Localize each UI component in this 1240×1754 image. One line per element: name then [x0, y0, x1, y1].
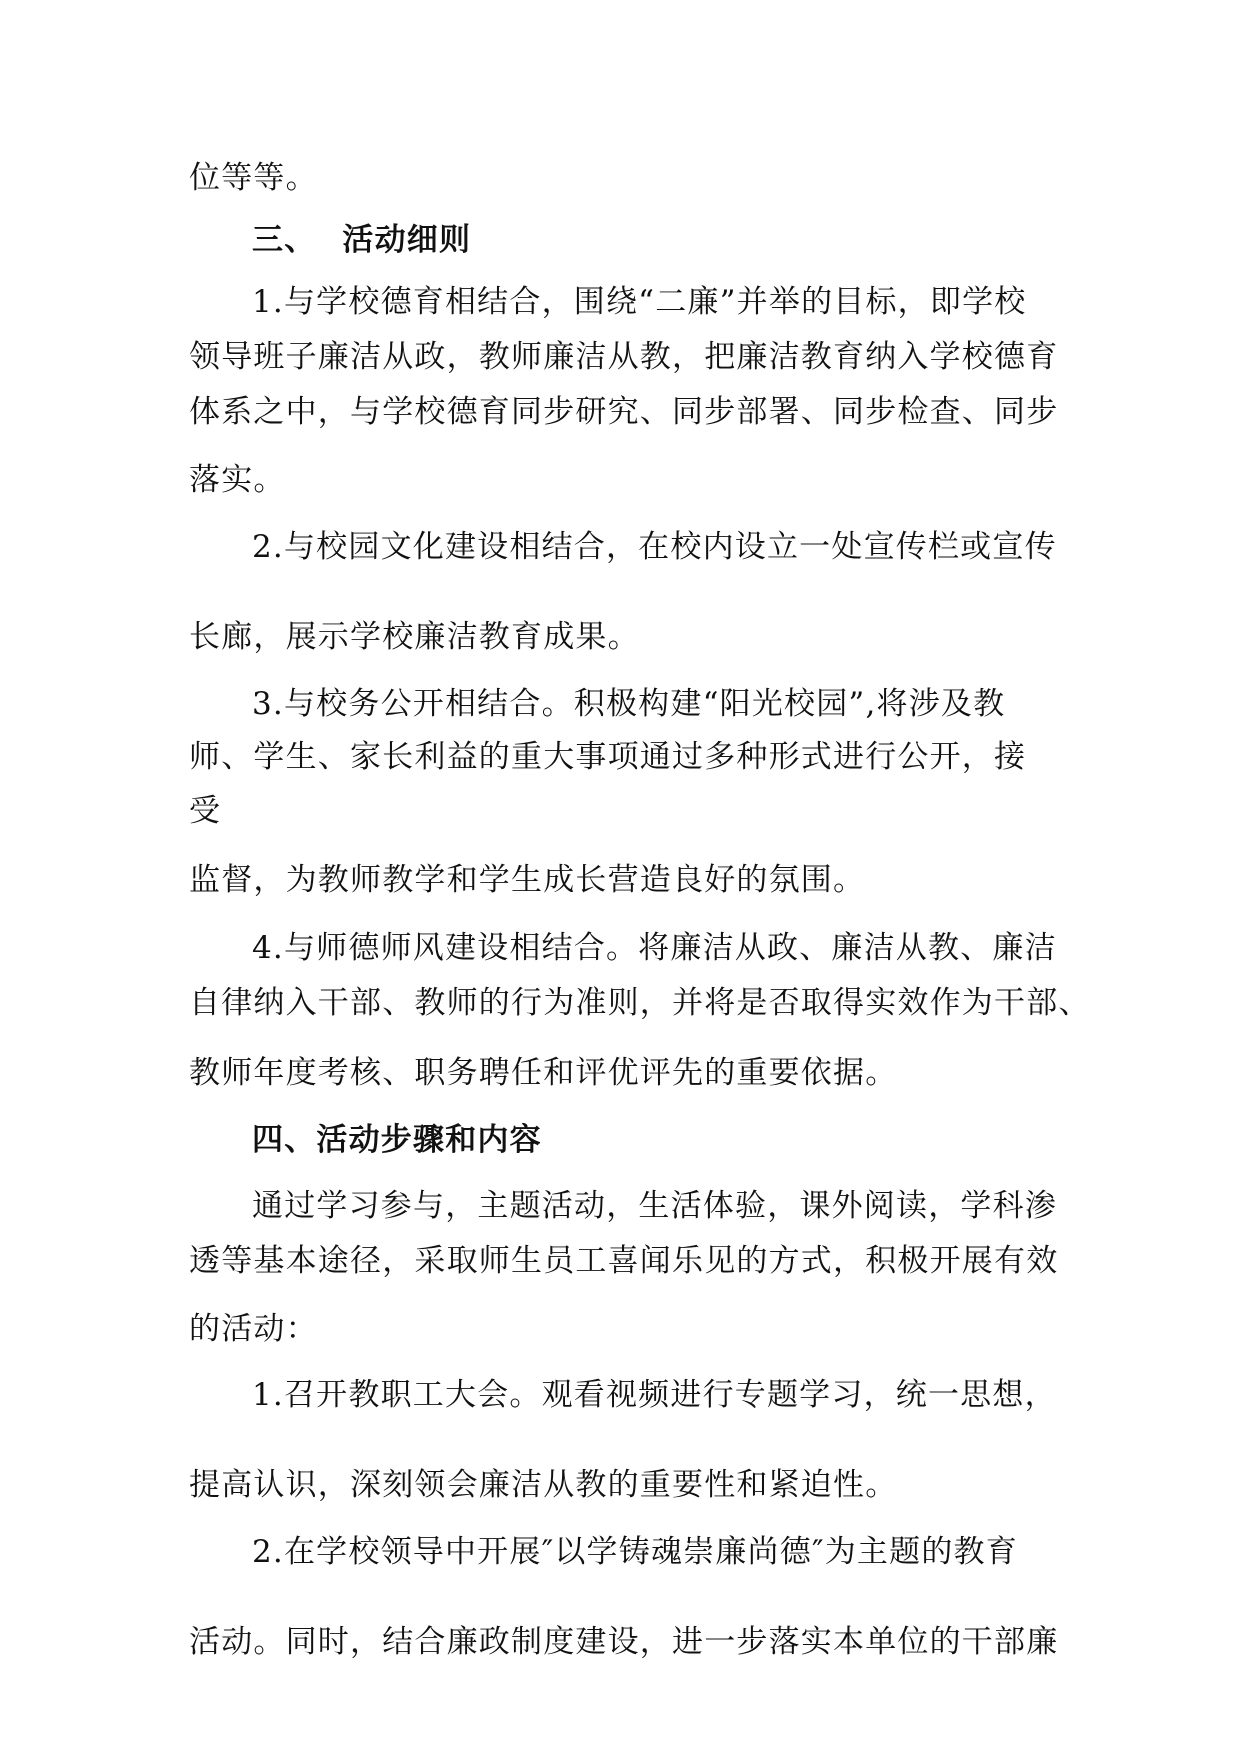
section-number: 三、	[252, 222, 317, 258]
paragraph-line: 1.召开教职工大会。观看视频进行专题学习，统一思想，	[252, 1377, 1057, 1413]
paragraph-line: 透等基本途径，采取师生员工喜闻乐见的方式，积极开展有效	[189, 1243, 1059, 1279]
paragraph-line: 通过学习参与，主题活动，生活体验，课外阅读，学科渗	[252, 1188, 1057, 1224]
paragraph-line: 1.与学校德育相结合，围绕“二廉”并举的目标，即学校	[252, 284, 1027, 320]
paragraph-line: 师、学生、家长利益的重大事项通过多种形式进行公开，接	[189, 739, 1027, 775]
paragraph-line: 受	[189, 793, 222, 829]
paragraph-line: 的活动：	[189, 1311, 318, 1347]
section-heading-4: 四、活动步骤和内容	[252, 1122, 542, 1158]
paragraph-line: 教师年度考核、职务聘任和评优评先的重要依据。	[189, 1055, 898, 1091]
paragraph-line: 3.与校务公开相结合。积极构建“阳光校园”,将涉及教	[252, 686, 1006, 722]
section-title: 活动细则	[342, 222, 472, 258]
paragraph-line: 体系之中，与学校德育同步研究、同步部署、同步检查、同步	[189, 394, 1059, 430]
paragraph-line: 位等等。	[189, 160, 318, 196]
paragraph-line: 领导班子廉洁从政，教师廉洁从教，把廉洁教育纳入学校德育	[189, 339, 1059, 375]
paragraph-line: 活动。同时，结合廉政制度建设，进一步落实本单位的干部廉	[189, 1624, 1059, 1660]
paragraph-line: 提高认识，深刻领会廉洁从教的重要性和紧迫性。	[189, 1467, 898, 1503]
paragraph-line: 2.在学校领导中开展″以学铸魂崇廉尚德″为主题的教育	[252, 1534, 1018, 1570]
paragraph-line: 自律纳入干部、教师的行为准则，并将是否取得实效作为干部、	[189, 985, 1091, 1021]
paragraph-line: 长廊，展示学校廉洁教育成果。	[189, 619, 640, 655]
paragraph-line: 4.与师德师风建设相结合。将廉洁从政、廉洁从教、廉洁	[252, 930, 1057, 966]
section-heading-3	[252, 220, 471, 260]
paragraph-line: 监督，为教师教学和学生成长营造良好的氛围。	[189, 862, 866, 898]
paragraph-line: 2.与校园文化建设相结合，在校内设立一处宣传栏或宣传	[252, 529, 1057, 565]
paragraph-line: 落实。	[189, 462, 286, 498]
